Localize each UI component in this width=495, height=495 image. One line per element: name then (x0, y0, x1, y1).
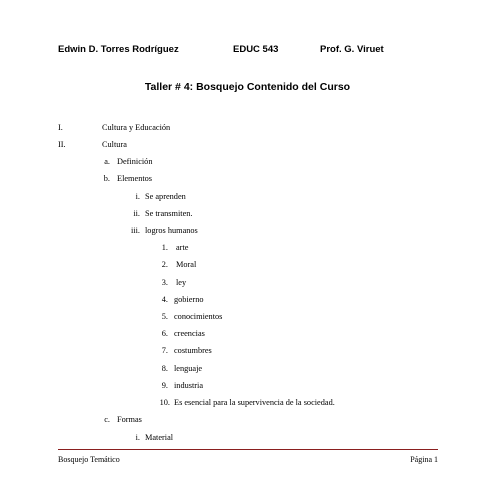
outline-marker: 7. (161, 346, 168, 355)
outline-marker: i. (135, 433, 140, 442)
outline-marker: 2. (161, 260, 168, 269)
outline-marker: 6. (161, 329, 168, 338)
outline-marker: c. (104, 415, 110, 424)
outline-text: conocimientos (174, 312, 223, 321)
outline-text: Cultura y Educación (102, 123, 171, 132)
outline-text: Se transmiten. (145, 209, 193, 218)
outline-marker: 10. (159, 398, 170, 407)
outline-text: Es esencial para la supervivencia de la sociedad. (174, 398, 335, 407)
outline-marker: I. (58, 123, 63, 132)
outline-marker: 5. (161, 312, 168, 321)
outline-text: Material (145, 433, 174, 442)
outline-marker: iii. (131, 226, 140, 235)
outline-text: Elementos (117, 174, 153, 183)
outline-marker: ii. (133, 209, 140, 218)
outline-text: Definición (117, 157, 153, 166)
outline-text: gobierno (174, 295, 204, 304)
document-title: Taller # 4: Bosquejo Contenido del Curso (144, 81, 351, 93)
author-name: Edwin D. Torres Rodríguez (58, 44, 179, 55)
outline-text: costumbres (174, 346, 212, 355)
outline-marker: 4. (161, 295, 168, 304)
course-code: EDUC 543 (233, 44, 279, 55)
outline-marker: 1. (161, 243, 168, 252)
footer-section-title: Bosquejo Temático (58, 455, 120, 464)
outline-text: logros humanos (145, 226, 198, 235)
footer-divider (58, 449, 438, 450)
outline-marker: II. (58, 140, 66, 149)
outline-marker: 8. (161, 364, 168, 373)
outline-marker: b. (103, 174, 110, 183)
outline-text: Se aprenden (145, 192, 186, 201)
outline-marker: 9. (161, 381, 168, 390)
professor-name: Prof. G. Viruet (320, 44, 384, 55)
outline-text: Formas (117, 415, 142, 424)
outline-marker: 3. (161, 278, 168, 287)
page-number: Página 1 (410, 455, 438, 464)
outline-marker: i. (135, 192, 140, 201)
outline-text: creencias (174, 329, 205, 338)
outline-text: ley (176, 278, 187, 287)
outline-text: lenguaje (174, 364, 203, 373)
outline-text: industria (174, 381, 204, 390)
outline-text: Cultura (102, 140, 127, 149)
outline-text: Moral (176, 260, 197, 269)
outline-marker: a. (104, 157, 110, 166)
outline-text: arte (176, 243, 189, 252)
